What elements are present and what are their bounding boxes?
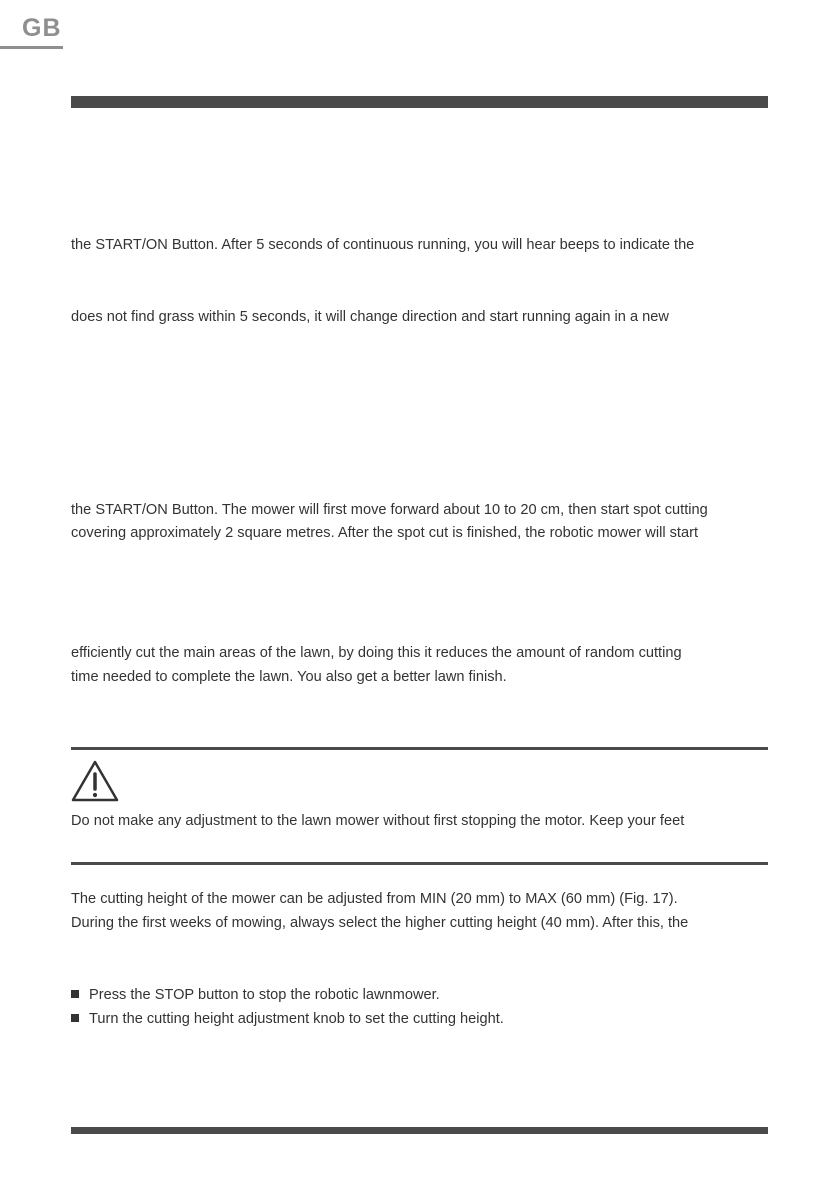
body-line: During the first weeks of mowing, always select the higher cutting height (40 mm). After this, the	[71, 915, 689, 931]
body-line: the START/ON Button. After 5 seconds of continuous running, you will hear beeps to indicate the	[71, 237, 695, 253]
list-item	[71, 1009, 504, 1029]
language-underline	[0, 46, 63, 49]
bullet-square-icon	[71, 990, 79, 998]
header-bar	[71, 96, 768, 108]
bullet-square-icon	[71, 1014, 79, 1022]
body-line: The cutting height of the mower can be adjusted from MIN (20 mm) to MAX (60 mm) (Fig. 17).	[71, 891, 678, 907]
body-line: covering approximately 2 square metres. After the spot cut is finished, the robotic mower will start	[71, 525, 698, 541]
body-line: time needed to complete the lawn. You also get a better lawn finish.	[71, 669, 507, 685]
body-line: efficiently cut the main areas of the lawn, by doing this it reduces the amount of random cutting	[71, 645, 682, 661]
warning-top-rule	[71, 747, 768, 750]
warning-bottom-rule	[71, 862, 768, 865]
list-item-text: Turn the cutting height adjustment knob to set the cutting height.	[89, 1011, 504, 1027]
list-item-text: Press the STOP button to stop the robotic lawnmower.	[89, 987, 440, 1003]
warning-text: Do not make any adjustment to the lawn mower without first stopping the motor. Keep your feet	[71, 813, 685, 829]
language-code: GB	[22, 14, 62, 42]
body-line: the START/ON Button. The mower will first move forward about 10 to 20 cm, then start spot cutting	[71, 502, 708, 518]
list-item	[71, 985, 440, 1005]
warning-triangle-icon	[71, 760, 119, 802]
body-line: does not find grass within 5 seconds, it will change direction and start running again in a new	[71, 309, 669, 325]
footer-bar	[71, 1127, 768, 1134]
